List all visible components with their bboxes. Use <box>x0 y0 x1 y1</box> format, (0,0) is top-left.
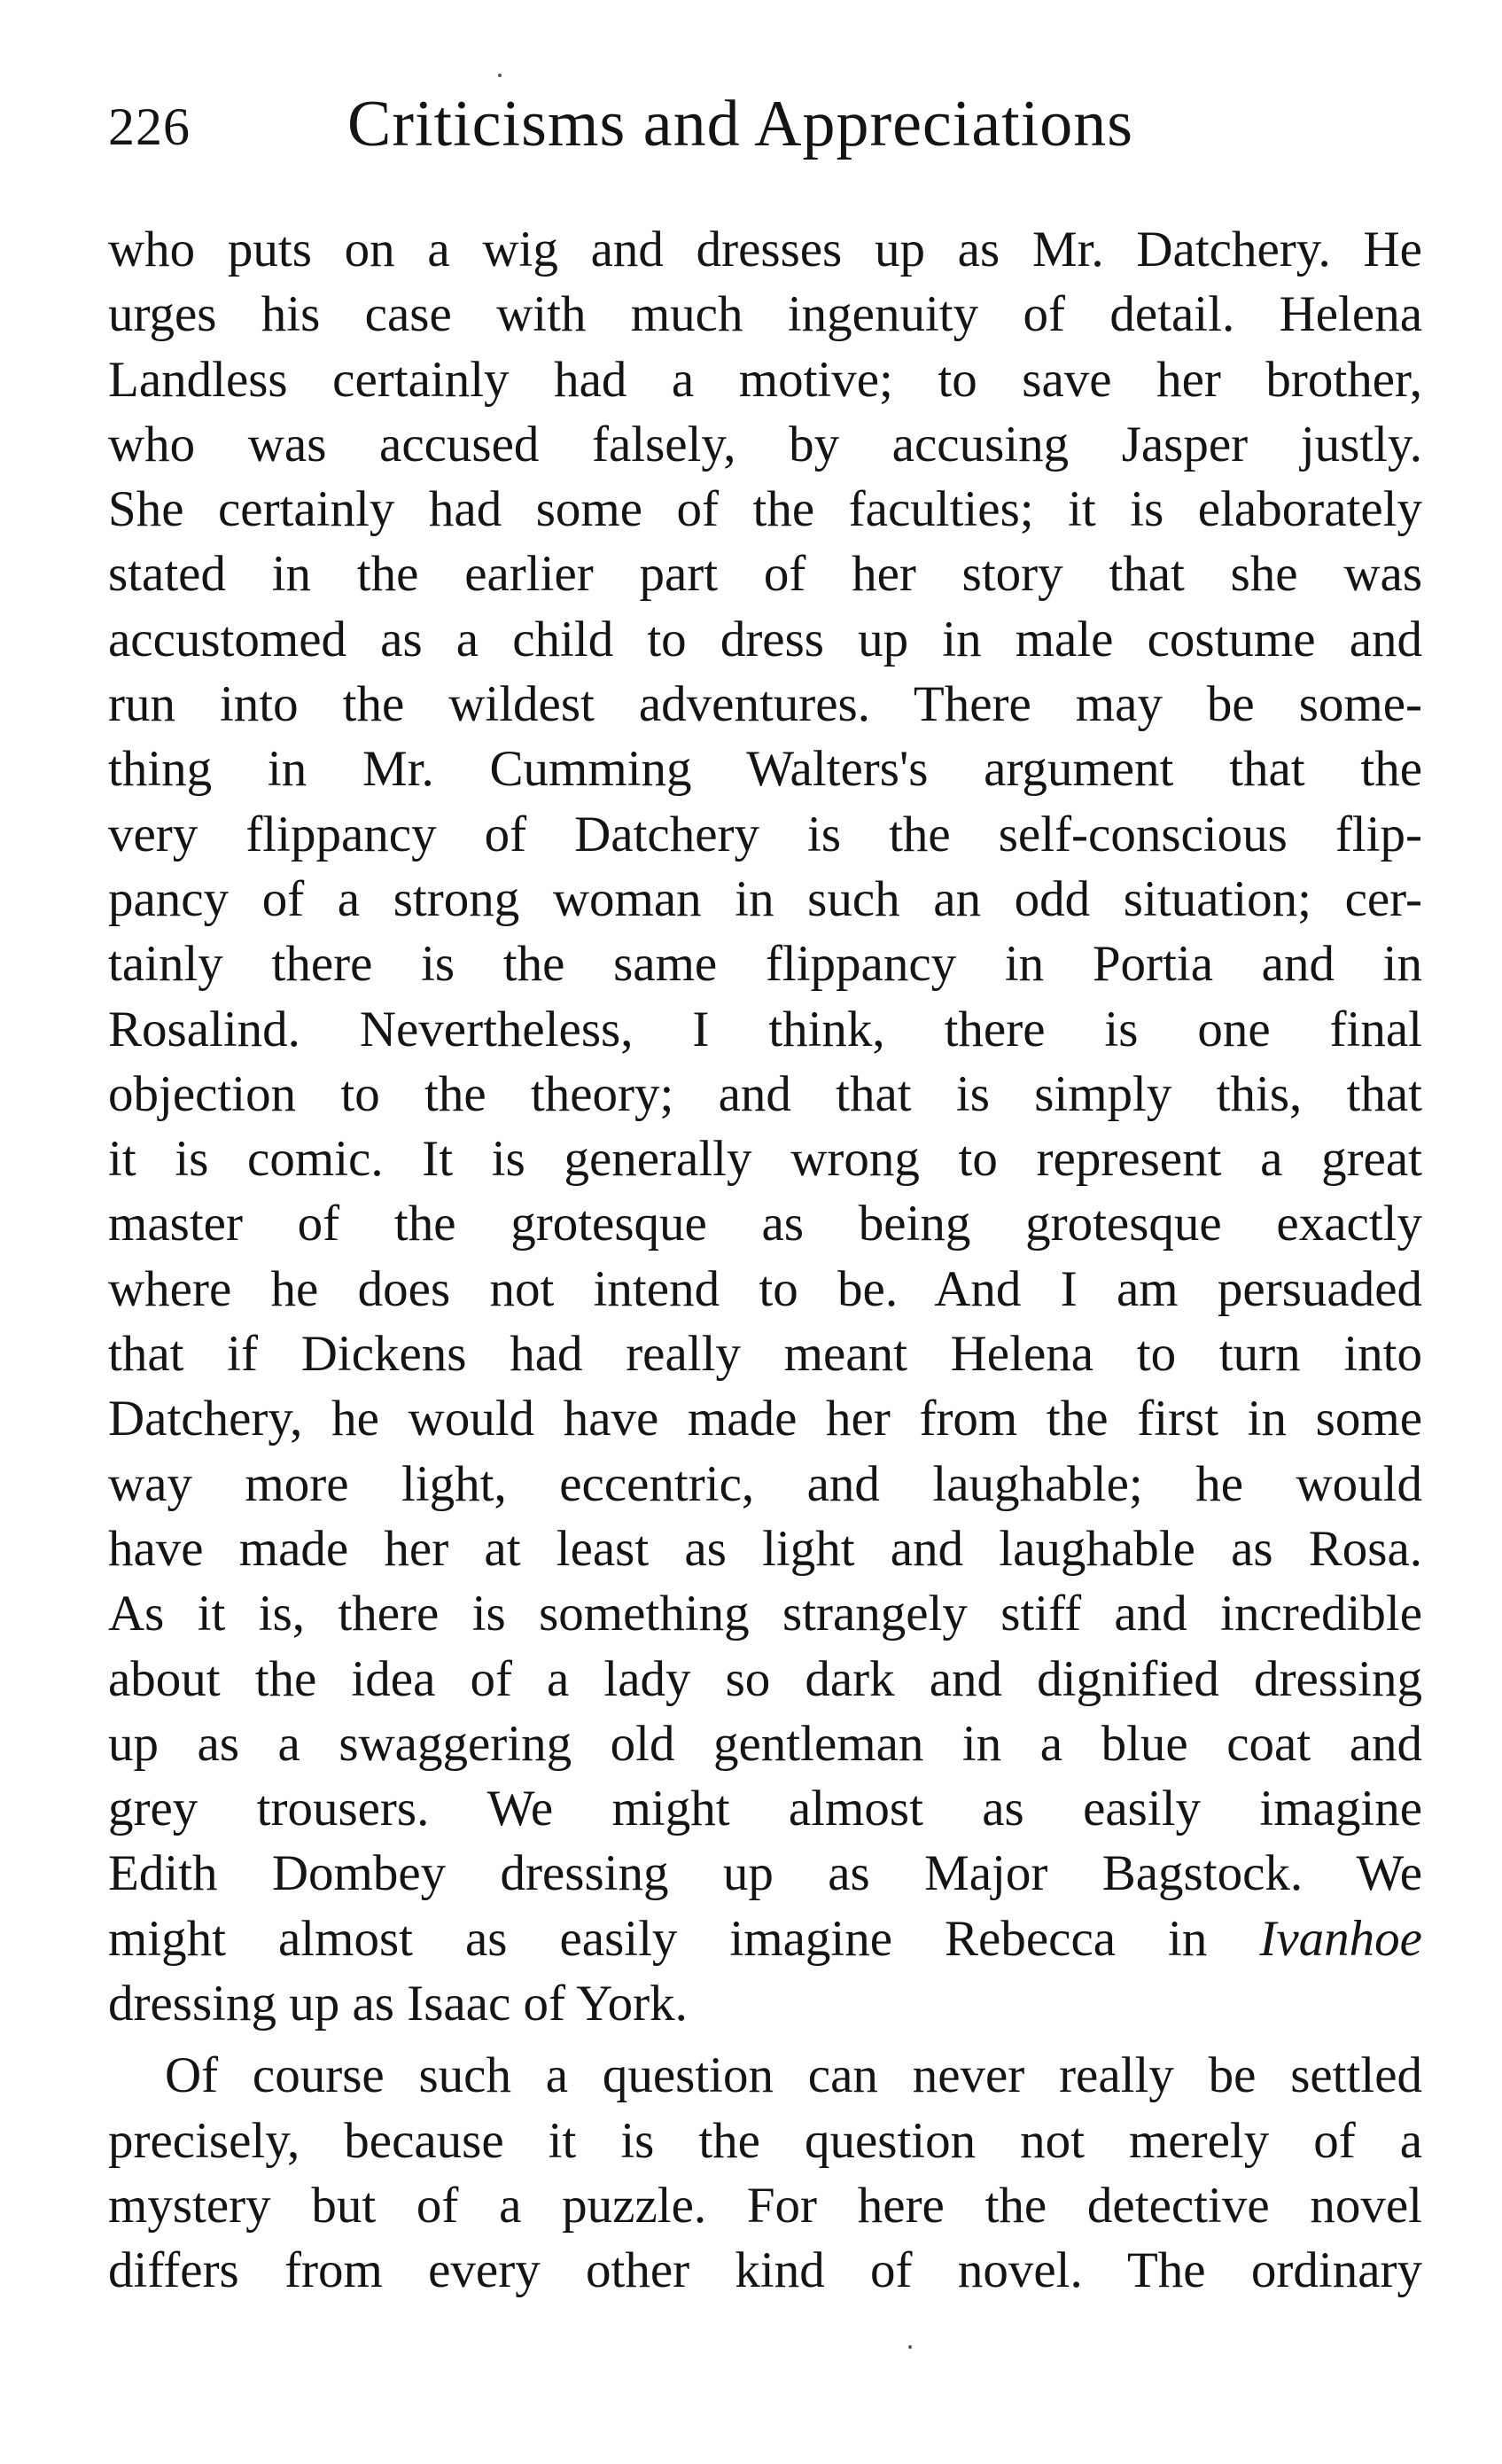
text-line: thing in Mr. Cumming Walters's argument that the <box>108 741 1422 798</box>
text-line: up as a swaggering old gentleman in a blue coat and <box>108 1715 1422 1772</box>
text-line: pancy of a strong woman in such an odd situation; cer- <box>108 870 1422 927</box>
text-line: urges his case with much ingenuity of detail. Helena <box>108 286 1422 343</box>
page-header <box>108 84 1366 173</box>
body-text <box>108 217 1422 2304</box>
text-line: Datchery, he would have made her from the first in some <box>108 1391 1422 1447</box>
text-line: dressing up as Isaac of York. <box>108 1976 688 2032</box>
text-line: mystery but of a puzzle. For here the detective novel <box>108 2177 1422 2234</box>
text-line: tainly there is the same flippancy in Portia and in <box>108 936 1422 993</box>
text-line: where he does not intend to be. And I am persuaded <box>108 1260 1422 1317</box>
text-line: it is comic. It is generally wrong to represent a great <box>108 1131 1422 1188</box>
paragraph-gap <box>108 2036 1422 2043</box>
text-line: Of course such a question can never really be settled <box>165 2047 1422 2104</box>
text-line: way more light, eccentric, and laughable; he would <box>108 1455 1422 1512</box>
print-speck <box>908 2345 912 2349</box>
text-line: grey trousers. We might almost as easily imagine <box>108 1781 1422 1837</box>
book-title-ivanhoe: Ivanhoe <box>1259 1910 1422 1967</box>
text-line: Landless certainly had a motive; to save her brother, <box>108 351 1422 408</box>
text-line: stated in the earlier part of her story that she was <box>108 546 1422 603</box>
text-line-ivanhoe <box>108 1906 1422 1971</box>
text-line: objection to the theory; and that is simply this, that <box>108 1065 1422 1122</box>
text-line: who puts on a wig and dresses up as Mr. Datchery. He <box>108 222 1422 277</box>
text-line: have made her at least as light and laughable as Rosa. <box>108 1520 1422 1577</box>
page-number: 226 <box>108 97 191 156</box>
paragraph-2 <box>108 2043 1422 2303</box>
print-speck <box>498 74 502 77</box>
text-line: differs from every other kind of novel. The ordinary <box>108 2242 1422 2299</box>
text-line: who was accused falsely, by accusing Jasper justly. <box>108 416 1422 472</box>
text-fragment: might almost as easily imagine Rebecca in <box>108 1910 1208 1967</box>
text-line: very flippancy of Datchery is the self-conscious flip- <box>108 806 1422 862</box>
text-line: As it is, there is something strangely stiff and incredible <box>108 1586 1422 1642</box>
text-line: accustomed as a child to dress up in male costume and <box>108 611 1422 667</box>
text-line: precisely, because it is the question not merely of a <box>108 2112 1422 2169</box>
text-line: Edith Dombey dressing up as Major Bagstock. We <box>108 1845 1422 1902</box>
text-line: She certainly had some of the faculties; it is elaborately <box>108 481 1422 538</box>
paragraph-1 <box>108 217 1422 2036</box>
running-title: Criticisms and Appreciations <box>347 88 1134 160</box>
text-line: Rosalind. Nevertheless, I think, there is one final <box>108 1001 1422 1057</box>
text-line: master of the grotesque as being grotesque exactly <box>108 1196 1422 1252</box>
text-line: that if Dickens had really meant Helena to turn into <box>108 1326 1422 1383</box>
text-line: run into the wildest adventures. There may be some- <box>108 676 1422 733</box>
text-line: about the idea of a lady so dark and dignified dressing <box>108 1650 1422 1707</box>
